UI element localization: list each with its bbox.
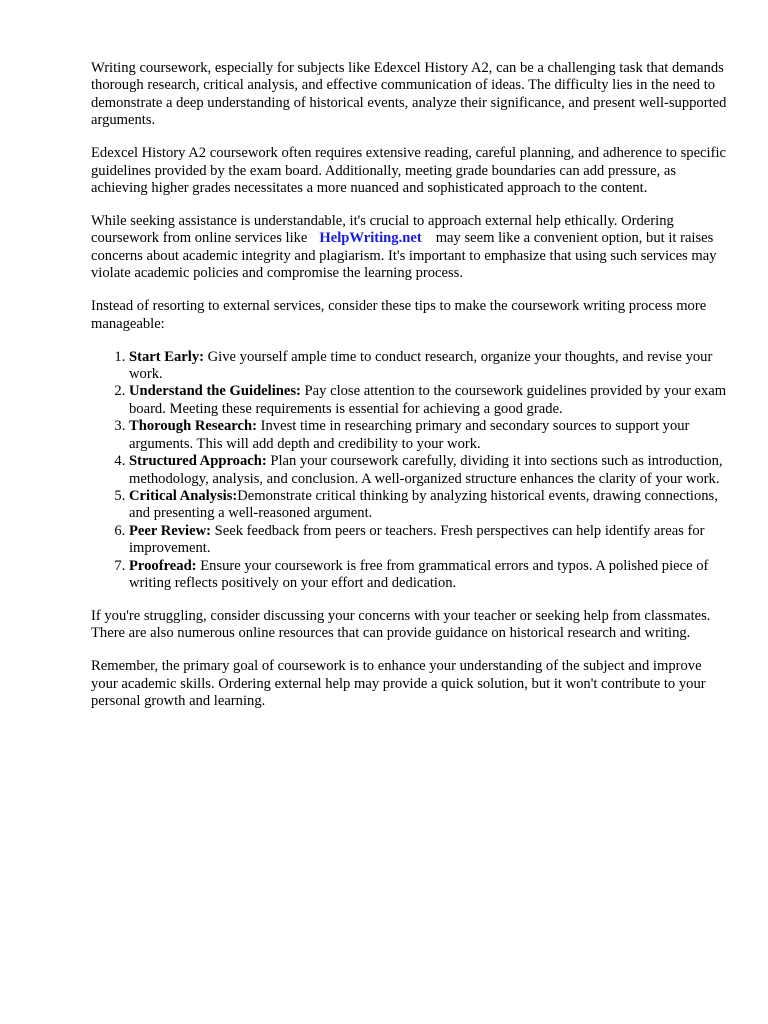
tip-term: Peer Review: [129,522,211,539]
tips-list [91,349,731,593]
tip-text: Demonstrate critical thinking by analyzing historical events, drawing connections, and presenting a well-reasoned argument. [129,487,718,522]
helpwriting-link[interactable]: HelpWriting.net [319,230,422,247]
tip-term: Thorough Research: [129,418,257,435]
list-item [129,383,731,418]
tip-text: Plan your coursework carefully, dividing it into sections such as introduction, methodology, analysis, and conclusion. A well-organized structure enhances the clarity of your work. [129,453,723,487]
tip-text: Ensure your coursework is free from grammatical errors and typos. A polished piece of writing reflects positively on your effort and dedication. [129,557,709,591]
struggling-paragraph: If you're struggling, consider discussing your concerns with your teacher or seeking help from classmates. There are also numerous online resources that can provide guidance on historical research and writing. [91,607,711,642]
tip-term: Understand the Guidelines: [129,383,301,400]
tip-term: Start Early: [129,348,204,365]
list-item [129,488,731,523]
list-item [129,453,731,488]
tip-text: Give yourself ample time to conduct research, organize your thoughts, and revise your work. [129,348,713,383]
ethics-text-after-link: may seem like a convenient option, but it raises concerns about academic integrity and plagiarism. It's important to emphasize that using such services may violate academic policies and compromise the learning process. [91,230,717,282]
list-item [129,418,731,453]
list-item [129,523,731,558]
tips-intro-paragraph: Instead of resorting to external services, consider these tips to make the coursework writing process more manageable: [91,298,707,332]
tip-text: Invest time in researching primary and secondary sources to support your arguments. This will add depth and credibility to your work. [129,418,690,452]
list-item [129,558,731,593]
intro-paragraph: Writing coursework, especially for subjects like Edexcel History A2, can be a challenging task that demands thorough research, critical analysis, and effective communication of ideas. The difficulty lies in the need to demonstrate a deep understanding of historical events, analyze their significance, and present well-supported arguments. [91,60,727,129]
tip-term: Structured Approach: [129,453,267,470]
tip-term: Critical Analysis: [129,487,238,504]
list-item [129,349,731,384]
requirements-paragraph: Edexcel History A2 coursework often requires extensive reading, careful planning, and adherence to specific guidelines provided by the exam board. Additionally, meeting grade boundaries can add pressure, as achieving higher grades necessitates a more nuanced and sophisticated approach to the content. [91,145,726,197]
tip-term: Proofread: [129,557,197,574]
conclusion-paragraph: Remember, the primary goal of coursework is to enhance your understanding of the subject and improve your academic skills. Ordering external help may provide a quick solution, but it won't contribute to your personal growth and learning. [91,658,706,710]
tip-text: Seek feedback from peers or teachers. Fresh perspectives can help identify areas for improvement. [129,522,705,557]
document-body [91,60,731,726]
ethics-text-before-link: While seeking assistance is understandable, it's crucial to approach external help ethically. Ordering coursework from online services like [91,213,674,247]
ethics-paragraph [91,213,731,283]
tip-text: Pay close attention to the coursework guidelines provided by your exam board. Meeting these requirements is essential for achieving a good grade. [129,383,727,417]
